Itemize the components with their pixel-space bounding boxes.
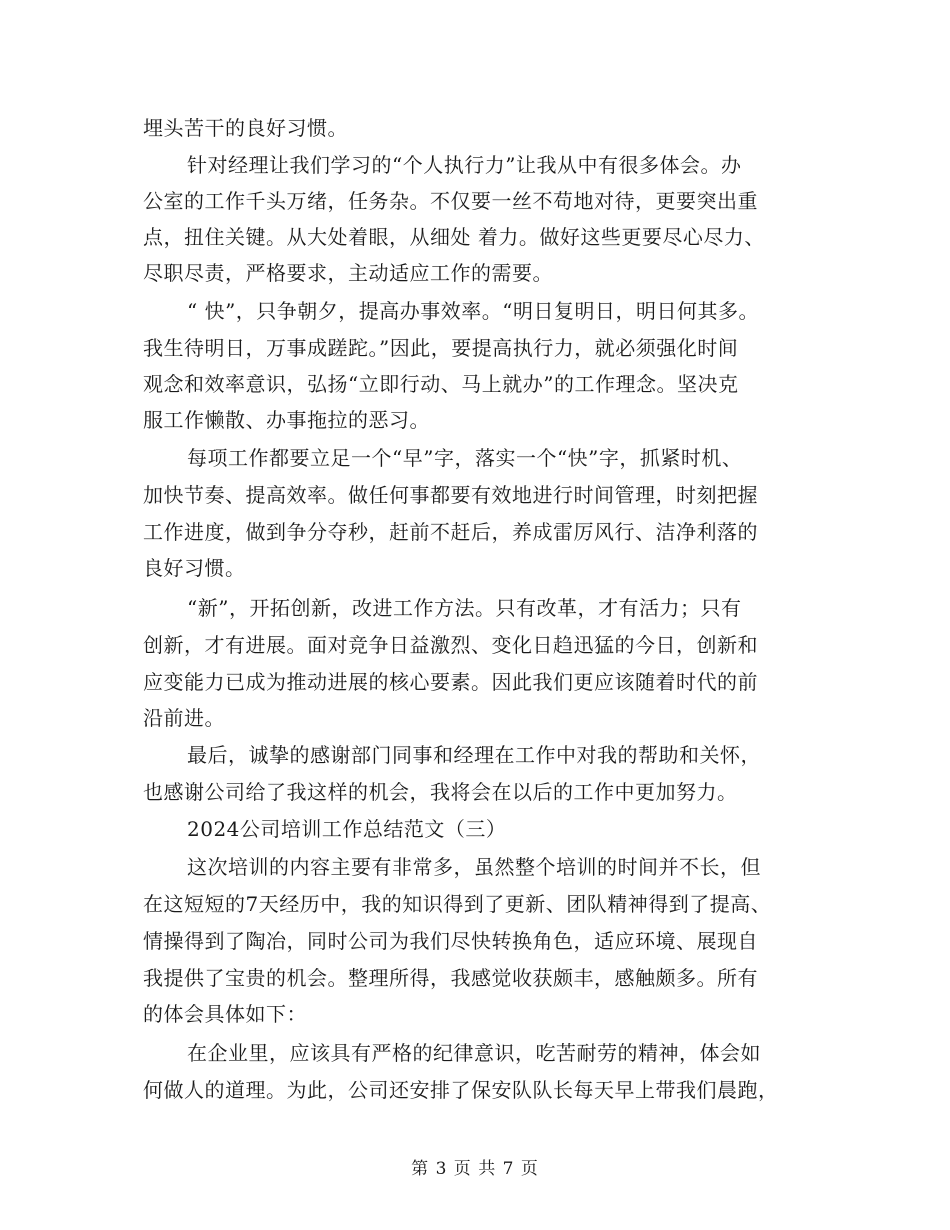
text-line: 良好习惯。: [143, 556, 246, 580]
text-line: 埋头苦干的良好习惯。: [143, 116, 348, 140]
text-line: 点，扭住关键。从大处着眼，从细处 着力。做好这些更要尽心尽力、: [143, 225, 765, 249]
text-line: 每项工作都要立足一个“早”字，落实一个“快”字，抓紧时机、: [187, 446, 743, 470]
text-line: 也感谢公司给了我这样的机会，我将会在以后的工作中更加努力。: [143, 780, 738, 804]
text-line: 这次培训的内容主要有非常多，虽然整个培训的时间并不长，但: [187, 855, 761, 879]
text-line: 最后，诚挚的感谢部门同事和经理在工作中对我的帮助和关怀，: [187, 743, 761, 767]
text-line: 情操得到了陶冶，同时公司为我们尽快转换角色，适应环境、展现自: [143, 929, 758, 953]
text-line: 针对经理让我们学习的“个人执行力”让我从中有很多体会。办: [187, 153, 742, 177]
text-line: 的体会具体如下：: [143, 1002, 307, 1026]
text-line: 我生待明日，万事成蹉跎。”因此，要提高执行力，就必须强化时间: [143, 336, 739, 360]
section-heading: 2024公司培训工作总结范文（三）: [187, 817, 507, 841]
text-line: 应变能力已成为推动进展的核心要素。因此我们更应该随着时代的前: [143, 670, 758, 694]
page-number: 第 3 页 共 7 页: [411, 1159, 539, 1179]
text-line: 加快节奏、提高效率。做任何事都要有效地进行时间管理，时刻把握: [143, 483, 758, 507]
text-line: 在这短短的7天经历中，我的知识得到了更新、团队精神得到了提高、: [143, 892, 772, 916]
text-line: 我提供了宝贵的机会。整理所得，我感觉收获颇丰，感触颇多。所有: [143, 966, 758, 990]
text-line: 沿前进。: [143, 706, 225, 730]
text-line: 工作进度，做到争分夺秒，赶前不赶后，养成雷厉风行、洁净利落的: [143, 520, 758, 544]
text-line: 公室的工作千头万绪，任务杂。不仅要一丝不苟地对待，更要突出重: [143, 189, 758, 213]
text-line: 何做人的道理。为此，公司还安排了保安队队长每天早上带我们晨跑，: [143, 1078, 779, 1102]
text-line: 服工作懒散、办事拖拉的恶习。: [143, 408, 430, 432]
text-line: “新”，开拓创新，改进工作方法。只有改革，才有活力；只有: [187, 596, 742, 620]
text-line: “ 快”，只争朝夕，提高办事效率。“明日复明日，明日何其多。: [187, 299, 760, 323]
text-line: 观念和效率意识，弘扬“立即行动、马上就办”的工作理念。坚决克: [143, 372, 739, 396]
text-line: 尽职尽责，严格要求，主动适应工作的需要。: [143, 261, 553, 285]
text-line: 创新，才有进展。面对竞争日益激烈、变化日趋迅猛的今日，创新和: [143, 633, 758, 657]
text-line: 在企业里，应该具有严格的纪律意识，吃苦耐劳的精神，体会如: [187, 1041, 761, 1065]
